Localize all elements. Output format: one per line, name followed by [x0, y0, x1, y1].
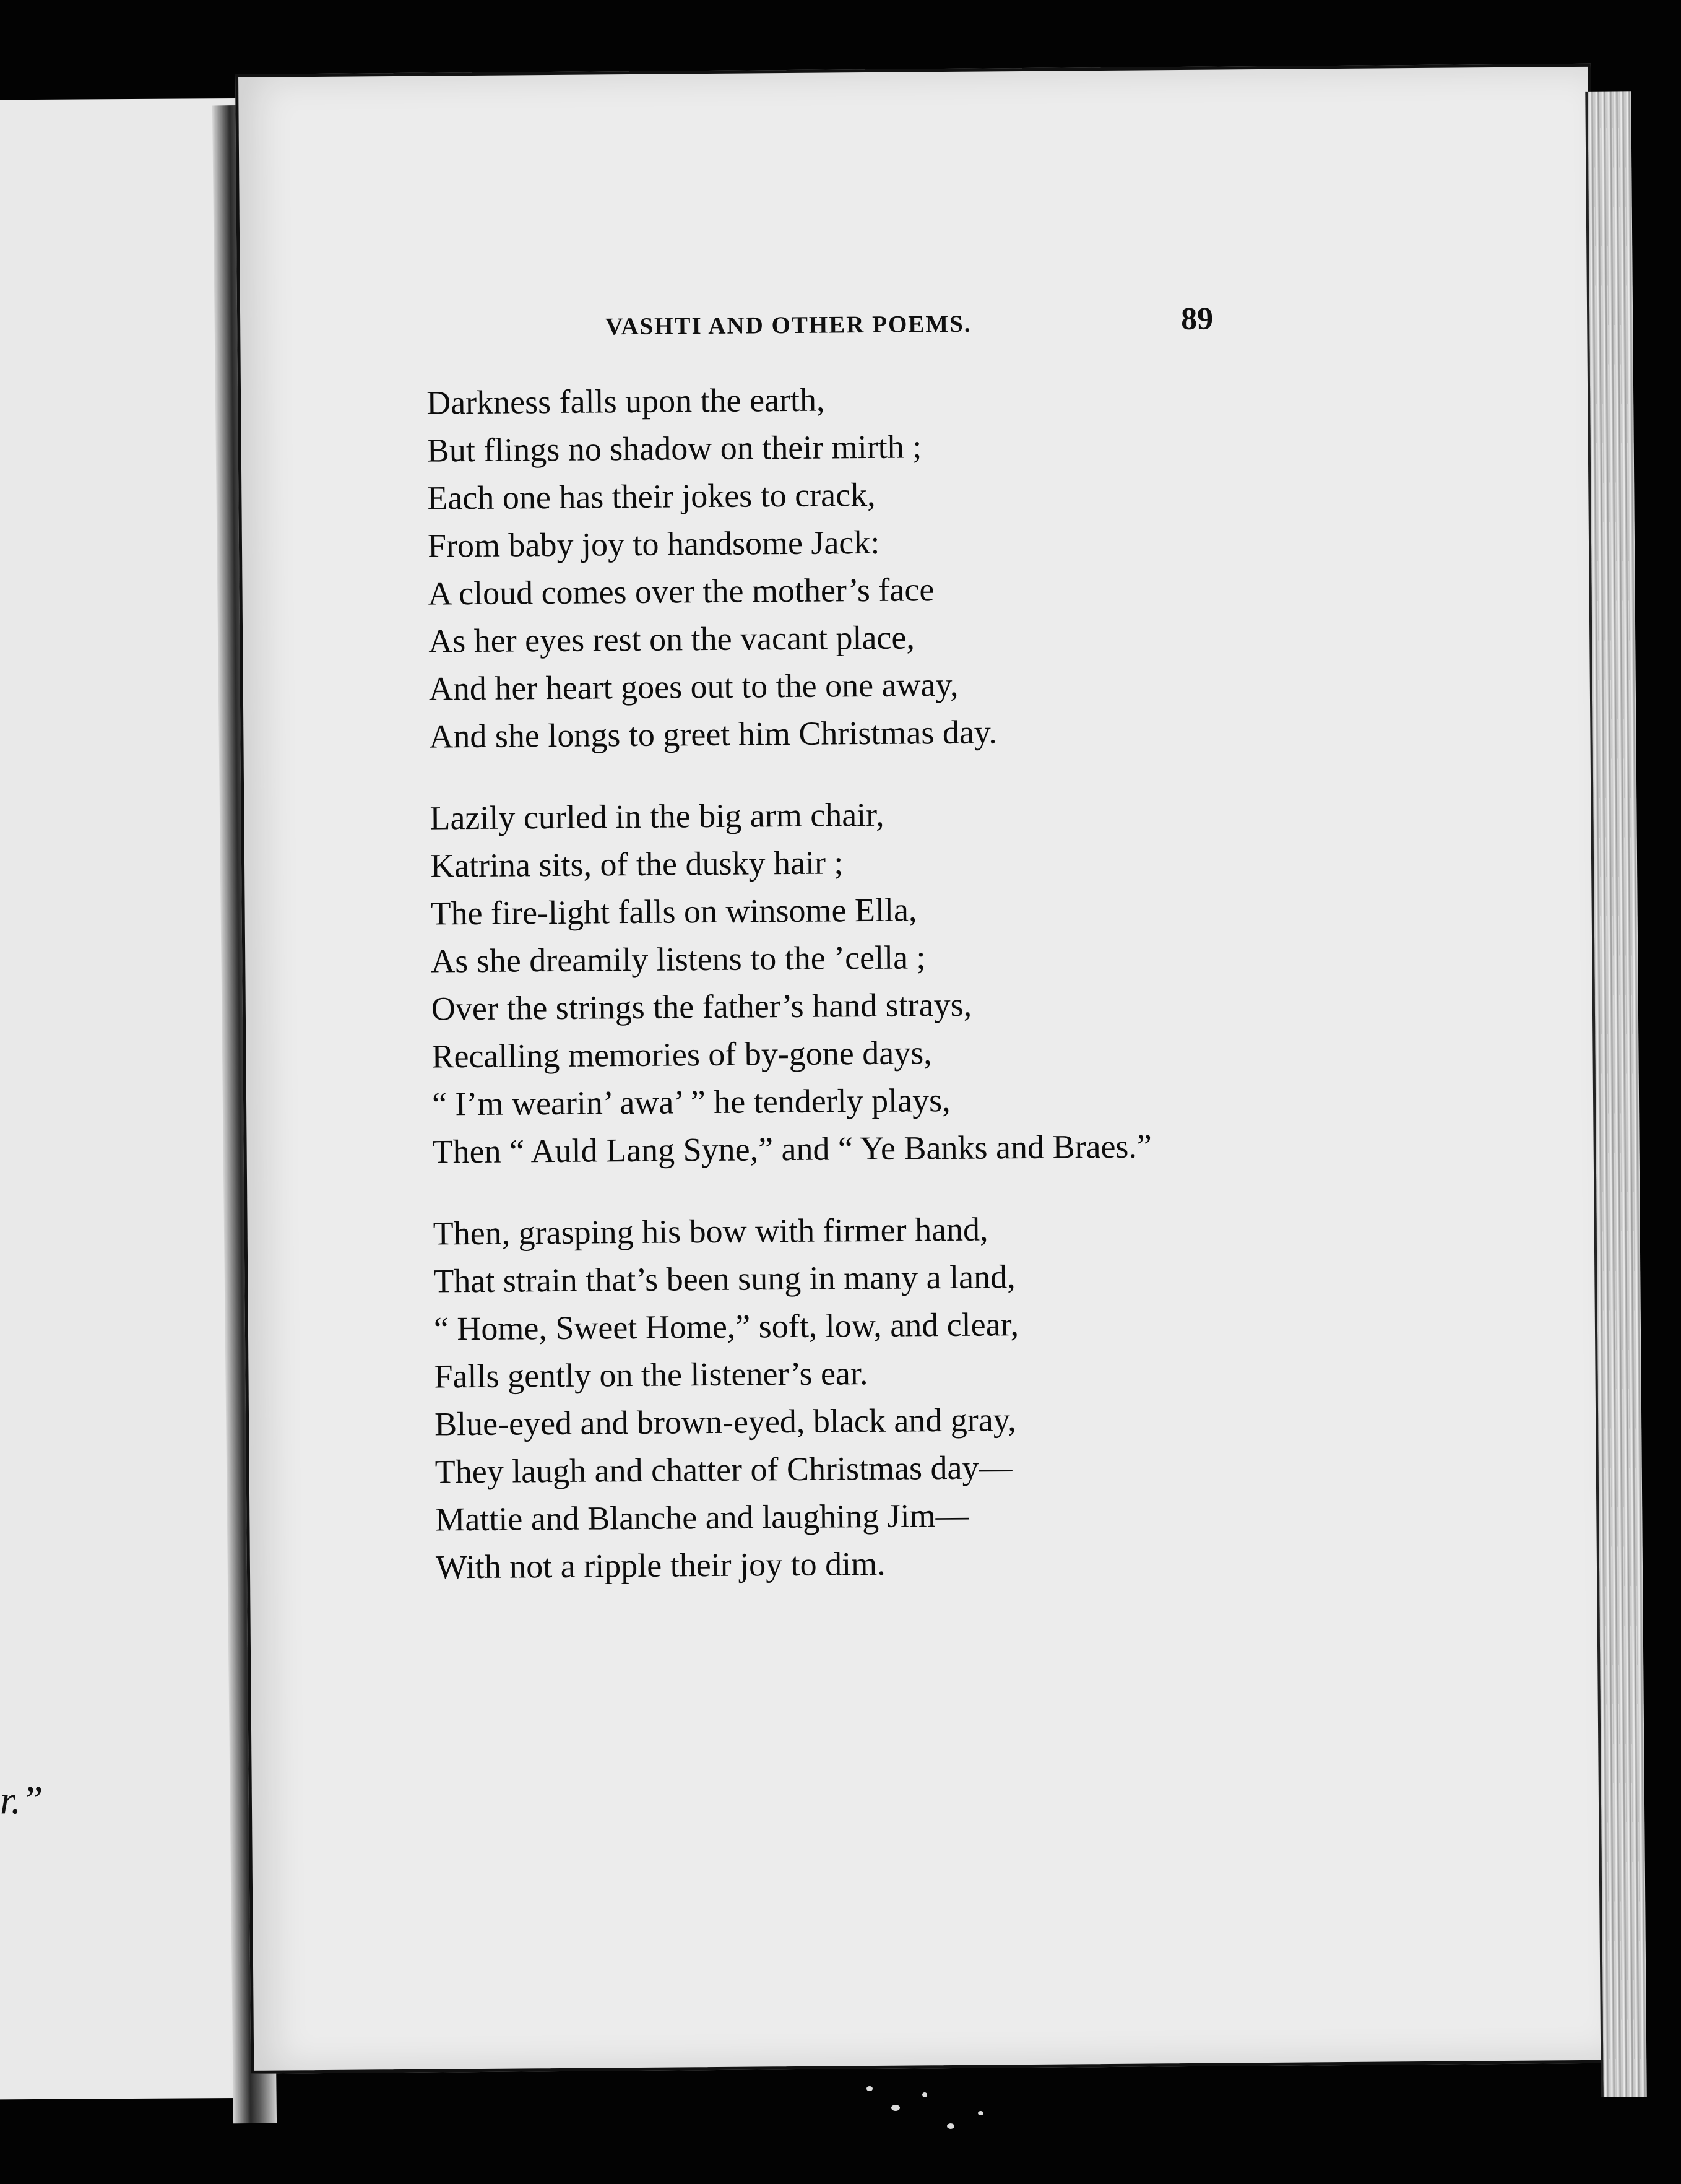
poem-line: And she longs to greet him Christmas day.	[429, 713, 998, 755]
poem-line: Lazily curled in the big arm chair,	[430, 795, 884, 837]
poem-line: Darkness falls upon the earth,	[426, 381, 825, 422]
poem-line: Falls gently on the listener’s ear.	[434, 1354, 868, 1395]
poem-line: “ I’m wearin’ awa’ ” he tenderly plays,	[431, 1081, 951, 1123]
poem-line: Each one has their jokes to crack,	[427, 475, 876, 517]
running-head	[605, 301, 1472, 340]
poem-body	[426, 370, 1581, 1625]
stanza-3	[433, 1201, 1581, 1592]
poem-line: As her eyes rest on the vacant place,	[428, 618, 915, 660]
poem-line: With not a ripple their joy to dim.	[435, 1545, 886, 1586]
poem-line: As she dreamily listens to the ’cella ;	[431, 938, 926, 980]
poem-line: But flings no shadow on their mirth ;	[426, 428, 922, 469]
poem-line: That strain that’s been sung in many a land,	[433, 1258, 1016, 1300]
page-number: 89	[1180, 301, 1214, 337]
poem-line: The fire-light falls on winsome Ella,	[430, 891, 917, 932]
stanza-2	[430, 786, 1578, 1176]
poem-line: Then “ Auld Lang Syne,” and “ Ye Banks and Braes.”	[432, 1127, 1152, 1171]
poem-line: A cloud comes over the mother’s face	[428, 571, 935, 612]
poem-line: Over the strings the father’s hand strays,	[431, 986, 972, 1028]
poem-line: From baby joy to handsome Jack:	[427, 523, 880, 565]
scan-specks	[854, 2068, 1015, 2179]
poem-line: Katrina sits, of the dusky hair ;	[430, 844, 844, 885]
poem-line: “ Home, Sweet Home,” soft, low, and clear,	[433, 1306, 1019, 1348]
poem-line: They laugh and chatter of Christmas day—	[434, 1449, 1013, 1491]
poem-line: Then, grasping his bow with firmer hand,	[433, 1210, 988, 1252]
scan-speck	[922, 2092, 927, 2097]
scan-speck	[947, 2123, 954, 2129]
scan-speck	[978, 2111, 983, 2115]
running-title: VASHTI AND OTHER POEMS.	[605, 310, 972, 340]
stanza-1	[426, 370, 1575, 761]
scan-speck	[891, 2105, 900, 2111]
poem-line: Mattie and Blanche and laughing Jim—	[435, 1496, 969, 1538]
scan-speck	[866, 2086, 873, 2091]
right-page	[235, 64, 1606, 2074]
poem-line: Recalling memories of by-gone days,	[431, 1034, 932, 1075]
poem-line: Blue-eyed and brown-eyed, black and gray,	[434, 1401, 1016, 1443]
poem-line: And her heart goes out to the one away,	[428, 665, 959, 708]
left-page-text-fragment: r.”	[0, 1777, 43, 1822]
page-edges	[1585, 91, 1646, 2097]
